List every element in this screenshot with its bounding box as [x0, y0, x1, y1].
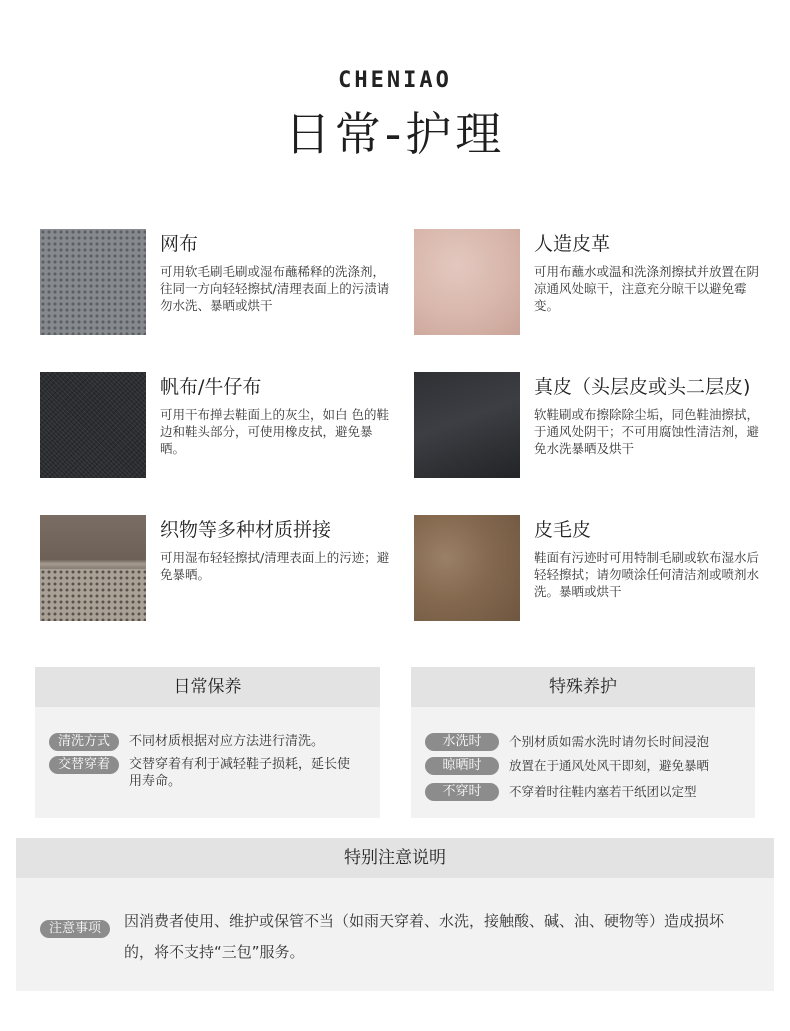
material-desc: 可用湿布轻轻擦拭/清理表面上的污迹；避免暴晒。	[160, 550, 390, 582]
material-card-genuine-leather	[414, 372, 784, 480]
synthetic-leather-swatch-image	[414, 229, 520, 335]
notice-panel	[16, 838, 774, 991]
material-card-fur	[414, 515, 784, 623]
notice-title: 特别注意说明	[16, 838, 774, 878]
special-row-text: 放置在于通风处风干即刻，避免暴晒	[509, 758, 710, 773]
special-row-tag: 水洗时	[425, 733, 499, 751]
material-card-synthetic-leather	[414, 229, 784, 337]
material-desc: 鞋面有污迹时可用特制毛刷或软布湿水后轻轻擦拭；请勿喷涂任何清洁剂或喷剂水洗。暴晒或烘干	[534, 550, 760, 599]
material-name: 皮毛皮	[534, 519, 592, 541]
special-row	[425, 733, 709, 751]
special-care-title: 特殊养护	[411, 667, 755, 707]
daily-care-panel	[35, 667, 380, 818]
material-card-canvas	[40, 372, 410, 480]
daily-row-text: 不同材质根据对应方法进行清洗。	[129, 734, 325, 749]
notice-text: 因消费者使用、维护或保管不当（如雨天穿着、水洗，接触酸、碱、油、硬物等）造成损坏的，将不支持“三包”服务。	[124, 912, 725, 961]
brand-logo: CHENIAO	[338, 68, 452, 93]
daily-row-tag: 清洗方式	[49, 733, 119, 751]
material-desc: 可用干布掸去鞋面上的灰尘，如白 色的鞋边和鞋头部分，可使用橡皮拭，避免暴晒。	[160, 407, 389, 456]
material-name: 人造皮革	[534, 233, 611, 255]
genuine-leather-swatch-image	[414, 372, 520, 478]
special-row-tag: 不穿时	[425, 783, 499, 801]
material-name: 织物等多种材质拼接	[160, 519, 332, 541]
special-row-tag: 晾晒时	[425, 757, 499, 775]
daily-care-title: 日常保养	[35, 667, 380, 707]
material-desc: 软鞋刷或布擦除除尘垢，同色鞋油擦拭，于通风处阴干；不可用腐蚀性清洁剂，避免水洗暴晒及烘干	[534, 407, 760, 456]
notice-row	[40, 906, 740, 968]
daily-row-tag: 交替穿着	[49, 756, 119, 774]
material-card-mixed	[40, 515, 410, 623]
material-name: 帆布/牛仔布	[160, 376, 262, 398]
special-row	[425, 783, 697, 801]
special-row-text: 个别材质如需水洗时请勿长时间浸泡	[509, 734, 710, 749]
daily-row	[49, 733, 324, 751]
material-card-mesh	[40, 229, 410, 337]
notice-tag: 注意事项	[40, 920, 110, 938]
material-name: 网布	[160, 233, 199, 255]
fur-swatch-image	[414, 515, 520, 621]
special-row	[425, 757, 709, 775]
material-desc: 可用软毛刷毛刷或湿布蘸稀释的洗涤剂，往同一方向轻轻擦拭/清理表面上的污渍请勿水洗、暴晒或烘干	[160, 264, 390, 313]
canvas-swatch-image	[40, 372, 146, 478]
material-name: 真皮（头层皮或头二层皮)	[534, 376, 751, 398]
mesh-swatch-image	[40, 229, 146, 335]
special-row-text: 不穿着时往鞋内塞若干纸团以定型	[509, 784, 697, 799]
mixed-material-swatch-image	[40, 515, 146, 621]
daily-row	[49, 756, 369, 790]
page-title: 日常-护理	[284, 107, 506, 161]
daily-row-text: 交替穿着有利于减轻鞋子损耗，延长使用寿命。	[129, 757, 351, 789]
material-desc: 可用布蘸水或温和洗涤剂擦拭并放置在阴凉通风处晾干，注意充分晾干以避免霉变。	[534, 264, 760, 313]
special-care-panel	[411, 667, 755, 818]
